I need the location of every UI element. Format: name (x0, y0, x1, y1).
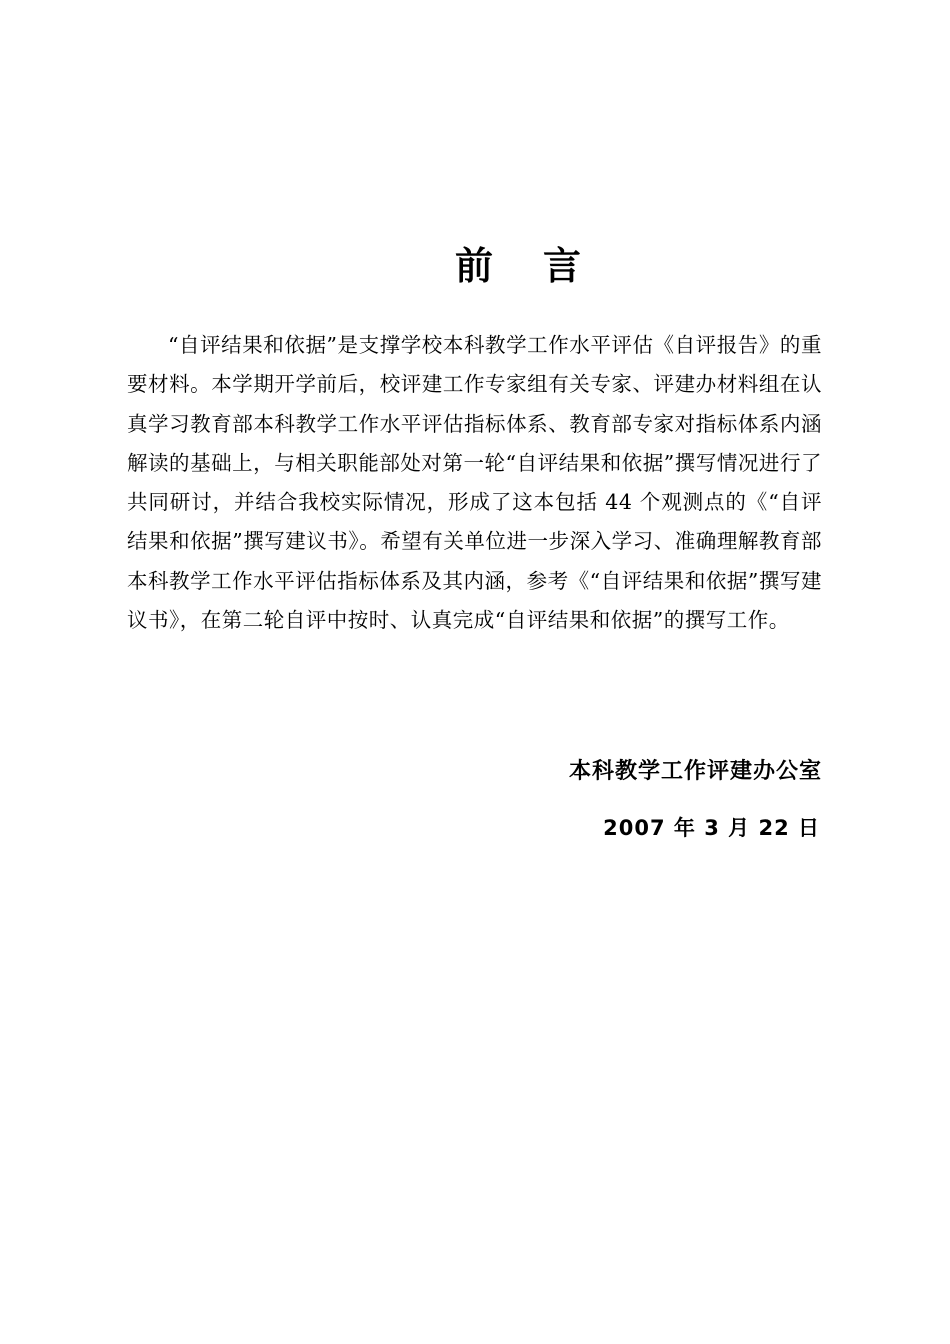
preface-paragraph: “自评结果和依据”是支撑学校本科教学工作水平评估《自评报告》的重要材料。本学期开学前后，校评建工作专家组有关专家、评建办材料组在认真学习教育部本科教学工作水平评估指标体系、教育部专家对指标体系内涵解读的基础上，与相关职能部处对第一轮“自评结果和依据”撰写情况进行了共同研讨，并结合我校实际情况，形成了这本包括 44 个观测点的《“自评结果和依据”撰写建议书》。希望有关单位进一步深入学习、准确理解教育部本科教学工作水平评估指标体系及其内涵，参考《“自评结果和依据”撰写建议书》，在第二轮自评中按时、认真完成“自评结果和依据”的撰写工作。 (127, 333, 822, 633)
title-char-2: 言 (543, 244, 582, 288)
signature: 本科教学工作评建办公室 (568, 759, 822, 784)
title-char-1: 前 (454, 244, 493, 288)
signature-date: 2007 年 3 月 22 日 (603, 816, 820, 840)
page-title (0, 238, 950, 294)
